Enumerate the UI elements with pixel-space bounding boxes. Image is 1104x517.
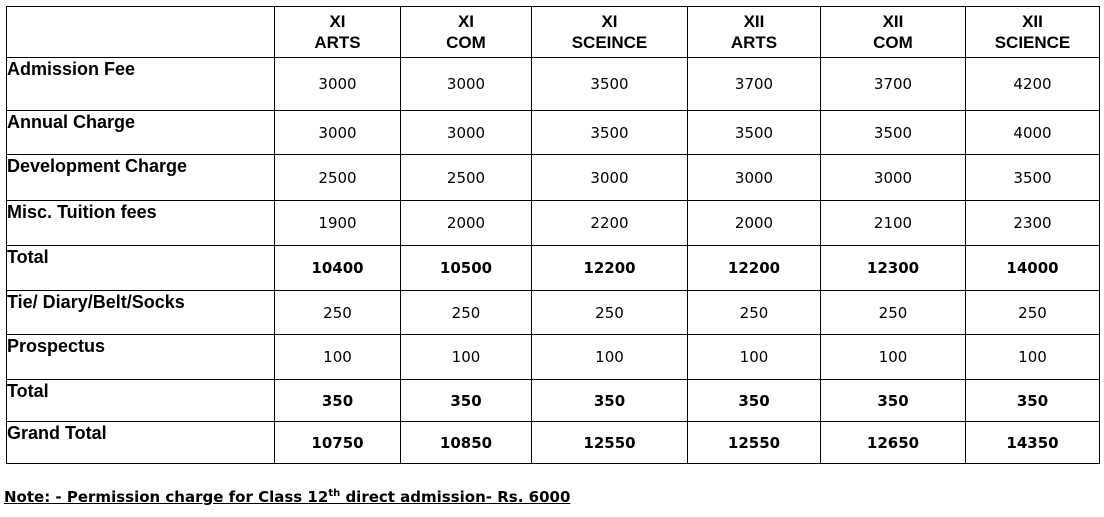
column-header-stream: ARTS <box>730 33 778 52</box>
total-value: 12200 <box>532 246 688 291</box>
column-header <box>688 7 821 58</box>
note-superscript: th <box>328 488 341 499</box>
fee-value: 3700 <box>688 58 821 111</box>
total-value: 350 <box>275 380 401 422</box>
fee-value: 3000 <box>275 111 401 155</box>
fee-value: 2000 <box>688 201 821 246</box>
fee-value: 2000 <box>401 201 532 246</box>
fee-value: 100 <box>275 335 401 380</box>
subtotal-row <box>7 380 1100 422</box>
fee-value: 2300 <box>966 201 1100 246</box>
row-label: Annual Charge <box>7 111 275 155</box>
fee-value: 3500 <box>966 155 1100 201</box>
fee-value: 3000 <box>688 155 821 201</box>
column-header-stream: SCIENCE <box>994 33 1071 52</box>
column-header-class: XI <box>601 12 618 31</box>
fee-value: 250 <box>966 291 1100 335</box>
total-value: 350 <box>966 380 1100 422</box>
column-header-stream: SCEINCE <box>571 33 648 52</box>
column-header-stream: COM <box>446 33 486 52</box>
fee-value: 3500 <box>821 111 966 155</box>
total-value: 350 <box>532 380 688 422</box>
column-header-class: XII <box>882 12 904 31</box>
table-row <box>7 201 1100 246</box>
fee-value: 3000 <box>275 58 401 111</box>
table-header-row <box>7 7 1100 58</box>
fee-value: 2200 <box>532 201 688 246</box>
total-value: 10500 <box>401 246 532 291</box>
fee-value: 100 <box>688 335 821 380</box>
column-header-stream: ARTS <box>314 33 361 52</box>
fee-value: 100 <box>532 335 688 380</box>
note-suffix: direct admission- Rs. 6000 <box>340 488 571 506</box>
table-row <box>7 291 1100 335</box>
column-header-class: XI <box>457 12 475 31</box>
row-label: Total <box>7 246 275 291</box>
grand-total-value: 14350 <box>966 422 1100 464</box>
total-value: 12200 <box>688 246 821 291</box>
grand-total-value: 12550 <box>532 422 688 464</box>
column-header <box>401 7 532 58</box>
fee-structure-table <box>6 6 1100 464</box>
column-header-stream: COM <box>873 33 913 52</box>
grand-total-value: 12650 <box>821 422 966 464</box>
table-row <box>7 111 1100 155</box>
total-value: 350 <box>688 380 821 422</box>
admission-note <box>4 488 570 506</box>
column-header <box>275 7 401 58</box>
fee-value: 4200 <box>966 58 1100 111</box>
fee-value: 250 <box>401 291 532 335</box>
note-prefix: Note: - Permission charge for Class 12 <box>4 488 329 506</box>
fee-value: 250 <box>532 291 688 335</box>
fee-value: 2500 <box>275 155 401 201</box>
row-label: Development Charge <box>7 155 275 201</box>
grand-total-value: 12550 <box>688 422 821 464</box>
row-label: Grand Total <box>7 422 275 464</box>
table-row <box>7 58 1100 111</box>
fee-value: 3500 <box>532 111 688 155</box>
column-header-class: XII <box>1022 12 1043 31</box>
total-value: 10400 <box>275 246 401 291</box>
fee-value: 250 <box>821 291 966 335</box>
fee-value: 100 <box>821 335 966 380</box>
fee-value: 100 <box>401 335 532 380</box>
total-value: 350 <box>821 380 966 422</box>
grand-total-value: 10850 <box>401 422 532 464</box>
row-label: Admission Fee <box>7 58 275 111</box>
header-empty-cell <box>7 7 275 58</box>
row-label: Tie/ Diary/Belt/Socks <box>7 291 275 335</box>
total-value: 14000 <box>966 246 1100 291</box>
row-label: Prospectus <box>7 335 275 380</box>
fee-value: 250 <box>275 291 401 335</box>
row-label: Misc. Tuition fees <box>7 201 275 246</box>
fee-value: 100 <box>966 335 1100 380</box>
subtotal-row <box>7 246 1100 291</box>
grand-total-value: 10750 <box>275 422 401 464</box>
fee-value: 4000 <box>966 111 1100 155</box>
column-header-class: XI <box>329 12 346 31</box>
fee-value: 1900 <box>275 201 401 246</box>
table-row <box>7 155 1100 201</box>
column-header <box>966 7 1100 58</box>
column-header <box>532 7 688 58</box>
total-value: 12300 <box>821 246 966 291</box>
fee-value: 3500 <box>532 58 688 111</box>
total-value: 350 <box>401 380 532 422</box>
fee-value: 3500 <box>688 111 821 155</box>
fee-value: 3000 <box>821 155 966 201</box>
fee-value: 3000 <box>532 155 688 201</box>
row-label: Total <box>7 380 275 422</box>
fee-value: 3000 <box>401 58 532 111</box>
fee-value: 2500 <box>401 155 532 201</box>
table-row <box>7 335 1100 380</box>
column-header <box>821 7 966 58</box>
column-header-class: XII <box>743 12 765 31</box>
fee-value: 250 <box>688 291 821 335</box>
fee-value: 2100 <box>821 201 966 246</box>
grand-total-row <box>7 422 1100 464</box>
fee-value: 3000 <box>401 111 532 155</box>
fee-value: 3700 <box>821 58 966 111</box>
